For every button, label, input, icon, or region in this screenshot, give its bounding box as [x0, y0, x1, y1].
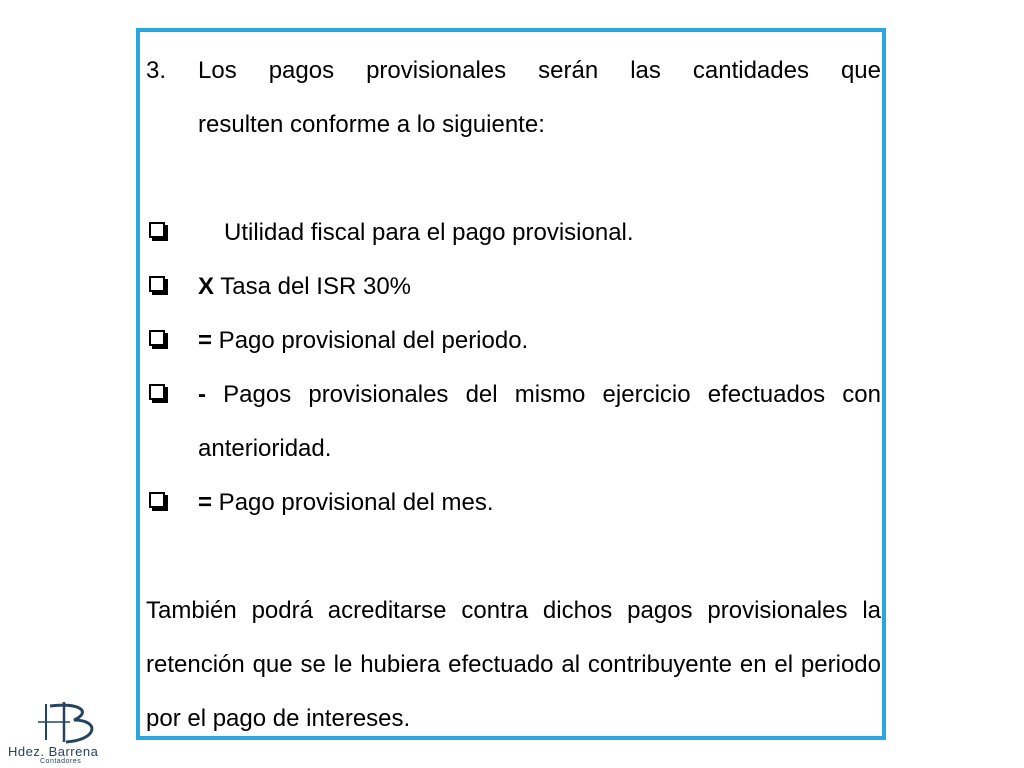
bullet-operator: =: [198, 327, 213, 354]
bullet-text: Utilidad fiscal para el pago provisional.: [224, 219, 634, 246]
spacer: [146, 530, 881, 584]
logo-subtitle: Contadores: [40, 758, 82, 765]
closing-paragraph: También podrá acreditarse contra dichos pagos provisionales la retención que se le hubiera efectuado al contribuyente en el periodo por el pago de intereses.: [146, 597, 881, 732]
bullet-text: Tasa del ISR 30%: [214, 273, 412, 300]
checkbox-bullet-icon: [149, 330, 165, 346]
bullet-pago-periodo: [146, 314, 881, 368]
text-area: [146, 44, 881, 746]
checkbox-bullet-icon: [149, 276, 165, 292]
checkbox-bullet-icon: [149, 222, 165, 238]
bullet-operator: -: [198, 381, 206, 408]
bullet-pago-mes: [146, 476, 881, 530]
company-logo: [6, 700, 126, 766]
bullet-text: Pago provisional del periodo.: [212, 327, 529, 354]
bullet-utilidad: [146, 206, 881, 260]
numbered-item-3: [146, 44, 881, 152]
checkbox-bullet-icon: [149, 492, 165, 508]
item-line-2: resulten conforme a lo siguiente:: [198, 111, 545, 138]
item-number: 3.: [146, 57, 167, 84]
logo-monogram-icon: [30, 700, 110, 746]
checkbox-bullet-icon: [149, 384, 165, 400]
bullet-text: Pago provisional del mes.: [212, 489, 494, 516]
bullet-pagos-anteriores: [146, 368, 881, 476]
bullet-operator: X: [198, 273, 215, 300]
bullet-text: Pagos provisionales del mismo ejercicio efectuados con anterioridad.: [198, 381, 881, 462]
bullet-operator: =: [198, 489, 213, 516]
spacer: [146, 152, 881, 206]
item-line-1: Los pagos provisionales serán las cantidades que: [198, 57, 881, 84]
logo-name: Hdez. Barrena: [8, 744, 99, 759]
bullet-tasa: [146, 260, 881, 314]
